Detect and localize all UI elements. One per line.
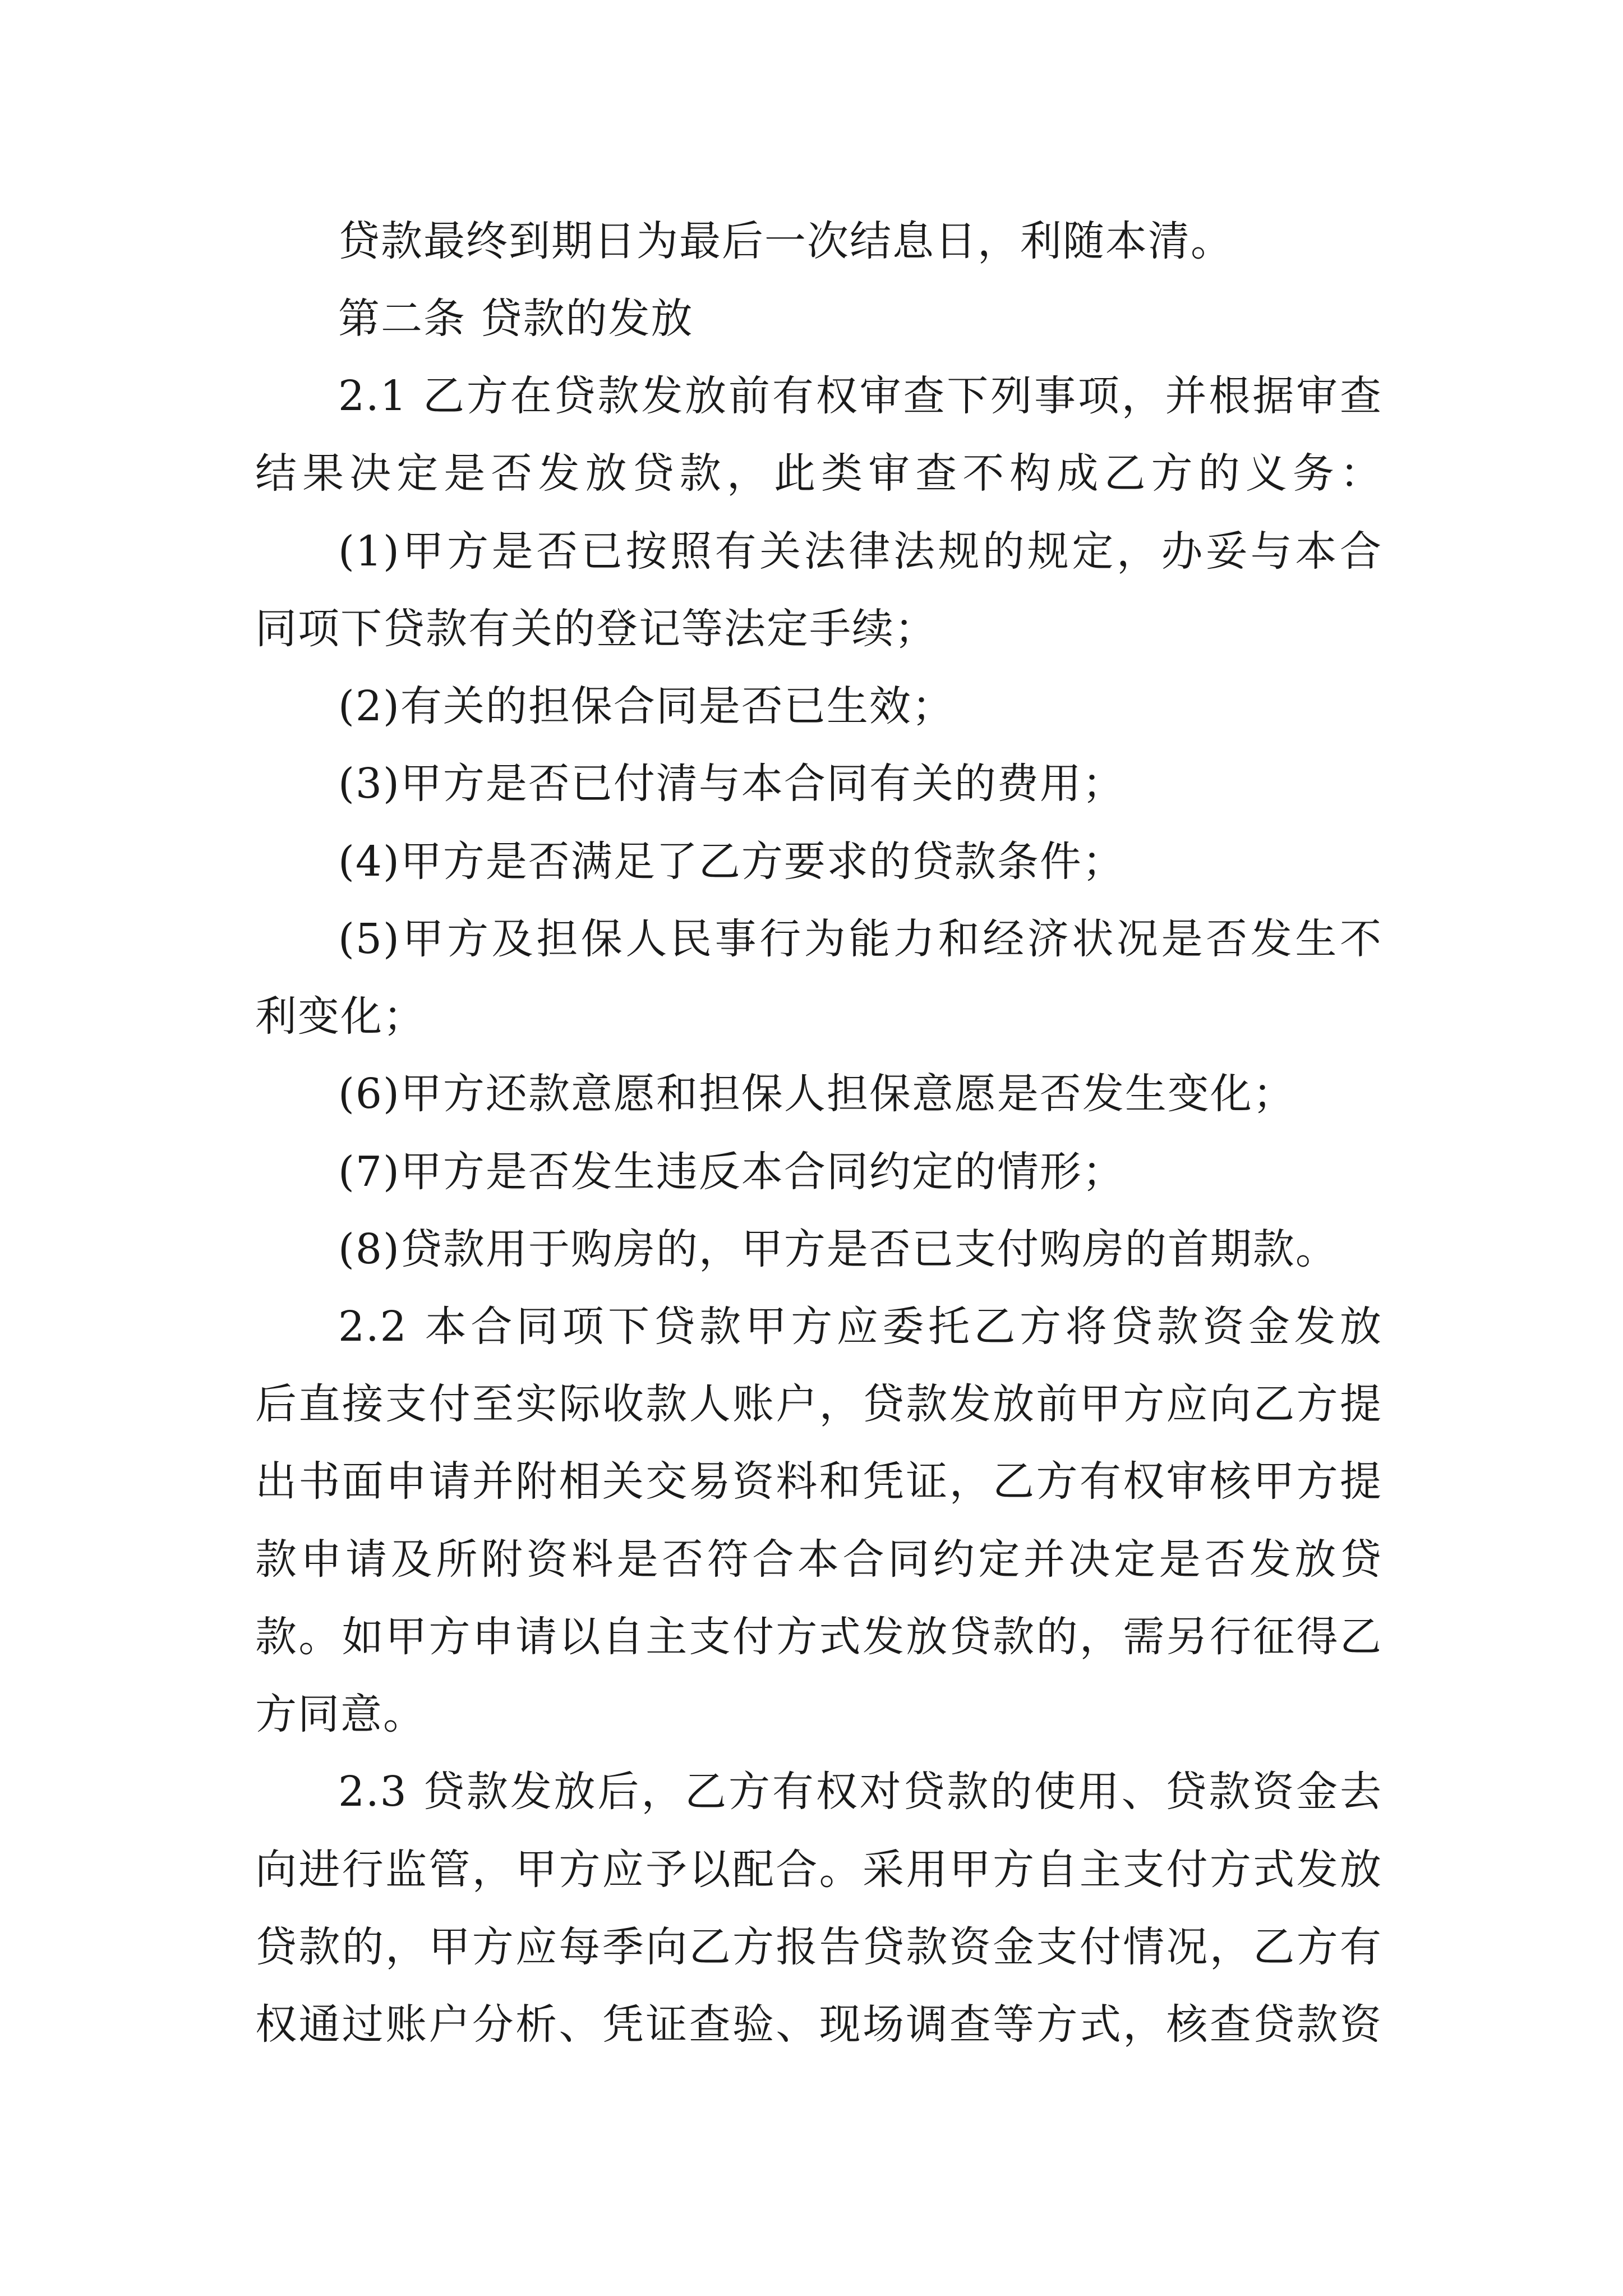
text-line: 方同意。 [255, 1690, 426, 1738]
text-line: 款申请及所附资料是否符合本合同约定并决定是否发放贷 [255, 1535, 1382, 1584]
text-line: 2.3 贷款发放后，乙方有权对贷款的使用、贷款资金去 [338, 1768, 1382, 1816]
text-line: 结果决定是否发放贷款，此类审查不构成乙方的义务： [255, 449, 1382, 498]
text-line: (5)甲方及担保人民事行为能力和经济状况是否发生不 [338, 915, 1382, 963]
text-line: 款。如甲方申请以自主支付方式发放贷款的，需另行征得乙 [255, 1613, 1382, 1661]
text-line: (4)甲方是否满足了乙方要求的贷款条件； [338, 838, 1125, 886]
text-line: 贷款的，甲方应每季向乙方报告贷款资金支付情况，乙方有 [255, 1923, 1382, 1971]
text-line: 权通过账户分析、凭证查验、现场调查等方式，核查贷款资 [255, 2000, 1382, 2049]
text-line: (6)甲方还款意愿和担保人担保意愿是否发生变化； [338, 1070, 1295, 1118]
text-line: 2.1 乙方在贷款发放前有权审查下列事项，并根据审查 [338, 372, 1382, 420]
text-line: 利变化； [255, 992, 426, 1041]
text-line: (7)甲方是否发生违反本合同约定的情形； [338, 1148, 1125, 1196]
text-line: 后直接支付至实际收款人账户，贷款发放前甲方应向乙方提 [255, 1380, 1382, 1428]
text-line: 贷款最终到期日为最后一次结息日，利随本清。 [338, 217, 1233, 265]
text-line: (2)有关的担保合同是否已生效； [338, 682, 955, 730]
text-line: 同项下贷款有关的登记等法定手续； [255, 605, 937, 653]
section-heading: 第二条 贷款的发放 [338, 295, 694, 343]
text-line: (3)甲方是否已付清与本合同有关的费用； [338, 760, 1125, 808]
text-line: 2.2 本合同项下贷款甲方应委托乙方将贷款资金发放 [338, 1303, 1382, 1351]
text-line: 出书面申请并附相关交易资料和凭证，乙方有权审核甲方提 [255, 1457, 1382, 1506]
text-line: (8)贷款用于购房的，甲方是否已支付购房的首期款。 [338, 1225, 1338, 1273]
text-line: 向进行监管，甲方应予以配合。采用甲方自主支付方式发放 [255, 1846, 1382, 1894]
text-line: (1)甲方是否已按照有关法律法规的规定，办妥与本合 [338, 527, 1382, 576]
